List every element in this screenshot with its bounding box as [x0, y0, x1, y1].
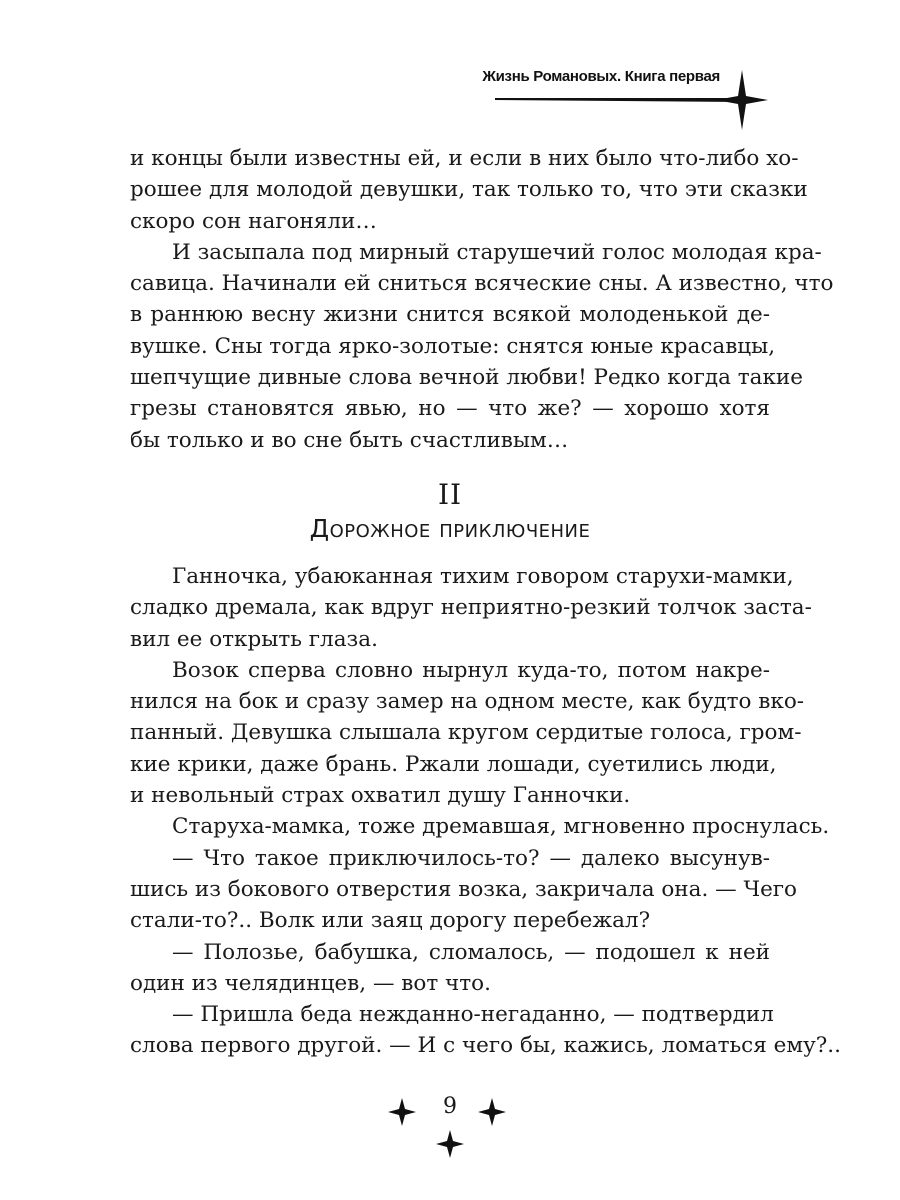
- text-line: стали-то?.. Волк или заяц дорогу перебежал?: [130, 908, 651, 934]
- chapter-number: II: [437, 478, 463, 511]
- text-line: панный. Девушка слышала кругом сердитые голоса, гром-: [130, 720, 802, 746]
- text-line: в раннюю весну жизни снится всякой молоденькой де-: [130, 302, 770, 328]
- text-line: бы только и во сне быть счастливым…: [130, 427, 569, 453]
- text-line: нился на бок и сразу замер на одном месте, как будто вко-: [130, 689, 805, 715]
- text-line: кие крики, даже брань. Ржали лошади, суетились люди,: [130, 751, 777, 777]
- text-line: И засыпала под мирный старушечий голос молодая кра-: [172, 239, 822, 265]
- page-folio: [380, 1088, 520, 1168]
- text-line: — Что такое приключилось-то? — далеко высунув-: [172, 845, 770, 871]
- text-line: Ганночка, убаюканная тихим говором старухи-мамки,: [172, 564, 794, 589]
- text-line: — Полозье, бабушка, сломалось, — подошел к ней: [172, 939, 770, 965]
- text-line: шись из бокового отверстия возка, закричала она. — Чего: [130, 876, 798, 902]
- text-line: и концы были известны ей, и если в них было что-либо хо-: [130, 146, 799, 171]
- text-block-top: [130, 143, 834, 456]
- text-line: грезы становятся явью, но — что же? — хорошо хотя: [130, 396, 770, 422]
- running-head: [482, 62, 780, 142]
- text-line: — Пришла беда нежданно-негаданно, — подтвердил: [172, 1002, 774, 1028]
- text-line: Старуха-мамка, тоже дремавшая, мгновенно проснулась.: [172, 814, 830, 840]
- text-block-bottom: [130, 561, 841, 1062]
- page-number: 9: [443, 1094, 457, 1119]
- text-line: вил ее открыть глаза.: [130, 626, 378, 652]
- chapter-title: Дорожное приключение: [309, 514, 591, 543]
- header-star-rule-icon: [490, 62, 780, 142]
- text-line: один из челядинцев, — вот что.: [130, 970, 491, 996]
- text-line: Возок сперва словно нырнул куда-то, потом накре-: [172, 657, 770, 683]
- text-line: скоро сон нагоняли…: [130, 208, 377, 234]
- running-head-title: Жизнь Романовых. Книга первая: [482, 68, 720, 85]
- text-line: слова первого другой. — И с чего бы, кажись, ломаться ему?..: [130, 1033, 841, 1059]
- text-line: вушке. Сны тогда ярко-золотые: снятся юные красавцы,: [130, 333, 776, 359]
- text-line: и невольный страх охватил душу Ганночки.: [130, 783, 631, 809]
- text-line: рошее для молодой девушки, так только то, что эти сказки: [130, 177, 808, 203]
- text-line: сладко дремала, как вдруг неприятно-резкий толчок заста-: [130, 595, 812, 621]
- text-line: шепчущие дивные слова вечной любви! Редко когда такие: [130, 365, 803, 391]
- text-line: савица. Начинали ей сниться всяческие сны. А известно, что: [130, 271, 834, 297]
